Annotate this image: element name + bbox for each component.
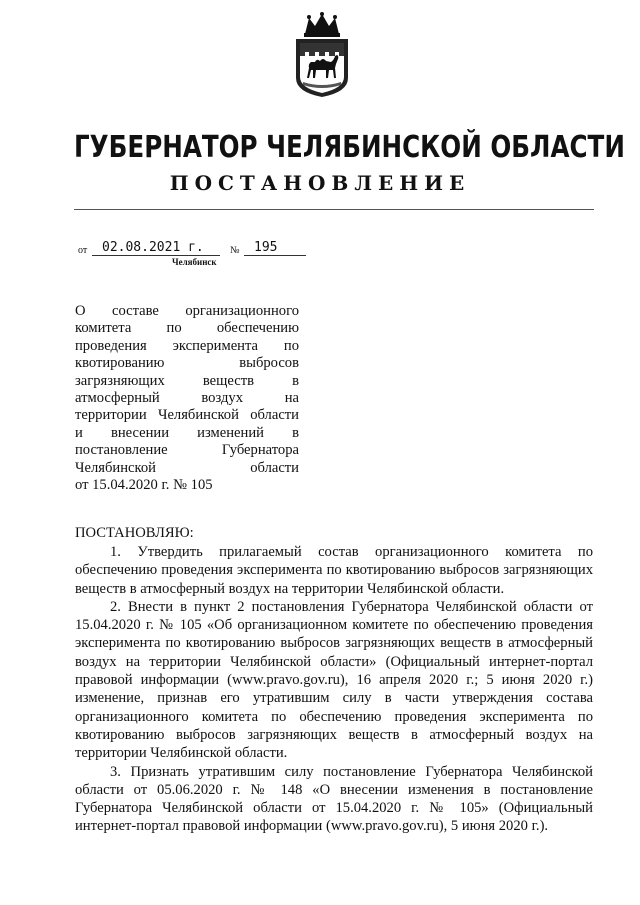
date-underline [92,255,220,256]
document-type: ПОСТАНОВЛЕНИЕ [169,171,471,195]
subject-line: от 15.04.2020 г. № 105 [75,476,213,493]
subject-line: атмосферный воздух на [75,389,299,406]
subject-line: и внесении изменений в [75,424,299,441]
governor-title: ГУБЕРНАТОР ЧЕЛЯБИНСКОЙ ОБЛАСТИ [74,130,625,165]
number-prefix: № [230,245,240,256]
subject-line: загрязняющих веществ в [75,372,299,389]
chelyabinsk-coat-of-arms-icon [293,12,351,98]
subject-line: постановление Губернатора [75,442,299,459]
document-date: 02.08.2021 г. [102,240,204,255]
paragraph-2: 2. Внести в пункт 2 постановления Губернатора Челябинской области от 15.04.2020 г. № 105 «Об организационном комитете по обеспечению проведения эксперимента по квотированию выбросов загрязняющих веществ в атмосферный воздух на территории Челябинской области» (Официальный интернет-портал правовой информации (www.pravo.gov.ru), 16 апреля 2020 г.; 5 июня 2020 г.) изменение, признав его утратившим силу в части утверждения состава организационного комитета по обеспечению проведения эксперимента по квотированию выбросов загрязняющих веществ в атмосферный воздух на территории Челябинской области. [75,598,593,762]
date-prefix: от [78,245,88,256]
document-number: 195 [254,240,278,255]
paragraph-1: 1. Утвердить прилагаемый состав организационного комитета по обеспечению проведения эксперимента по квотированию выбросов загрязняющих веществ в атмосферный воздух на территории Челябинской области. [75,544,593,597]
subject-line: Челябинской области [75,459,299,476]
header-divider [74,209,594,210]
paragraph-3: 3. Признать утратившим силу постановление Губернатора Челябинской области от 05.06.2020 г. № 148 «О внесении изменения в постановление Губернатора Челябинской области от 15.04.2020 г. № 105» (Официальный интернет-портал правовой информации (www.pravo.gov.ru), 5 июня 2020 г.). [75,763,593,835]
document-subject [75,303,299,494]
subject-line: территории Челябинской области [75,407,299,424]
subject-line: квотированию выбросов [75,355,299,372]
subject-line: проведения эксперимента по [75,337,299,354]
document-body [75,524,593,836]
subject-line: О составе организационного [75,303,299,319]
number-underline [244,255,306,256]
subject-line: комитета по обеспечению [75,320,299,337]
decree-heading: ПОСТАНОВЛЯЮ: [75,525,194,541]
city-label: Челябинск [172,257,217,267]
